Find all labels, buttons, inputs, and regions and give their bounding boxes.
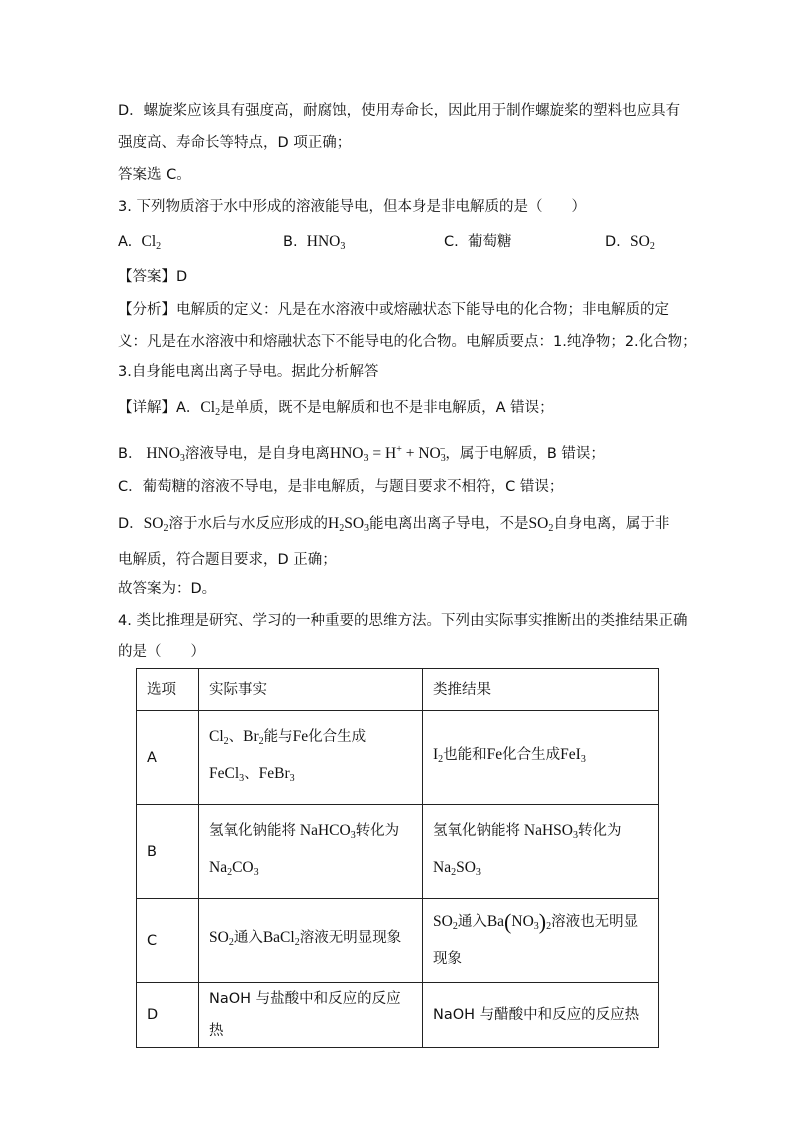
option-a: A. $Cl_2$ — [118, 233, 162, 252]
question-3-stem: 3. 下列物质溶于水中形成的溶液能导电，但本身是非电解质的是（ ） — [118, 199, 586, 215]
detail-a: 【详解】A．$Cl_2$是单质，既不是电解质和也不是非电解质，A 错误； — [118, 399, 554, 418]
row-fact: 氢氧化钠能将 NaHCO$_3$转化为 $Na_2CO_3$ — [199, 805, 423, 899]
row-fact: $SO_2$通入BaCl$_2$溶液无明显现象 — [199, 899, 423, 983]
table-row — [137, 711, 659, 805]
explanation-line: 强度高、寿命长等特点，D 项正确； — [118, 135, 352, 151]
detail-d-cont: 电解质，符合题目要求，D 正确； — [118, 552, 337, 568]
header-option: 选项 — [137, 669, 199, 711]
table-row — [137, 805, 659, 899]
header-fact: 实际事实 — [199, 669, 423, 711]
row-option: B — [137, 805, 199, 899]
detail-c: C．葡萄糖的溶液不导电，是非电解质，与题目要求不相符，C 错误； — [118, 479, 564, 495]
option-c: C. 葡萄糖 — [444, 234, 512, 250]
final-answer: 故答案为：D。 — [118, 581, 217, 597]
table-row — [137, 983, 659, 1048]
table-row — [137, 899, 659, 983]
row-result: $I_2$也能和Fe化合生成FeI$_3$ — [423, 711, 659, 805]
answer-label: 【答案】D — [118, 269, 188, 285]
row-option: C — [137, 899, 199, 983]
row-result: NaOH 与醋酸中和反应的反应热 — [423, 983, 659, 1048]
question-4-stem: 4. 类比推理是研究、学习的一种重要的思维方法。下列由实际事实推断出的类推结果正确 — [118, 613, 688, 629]
row-fact: NaOH 与盐酸中和反应的反应热 — [199, 983, 423, 1048]
question-4-stem: 的是（ ） — [118, 644, 205, 660]
row-fact: $Cl_2$、$Br_2$能与Fe化合生成 FeCl$_3$、FeBr$_3$ — [199, 711, 423, 805]
row-option: A — [137, 711, 199, 805]
header-result: 类推结果 — [423, 669, 659, 711]
analysis-line: 3.自身能电离出离子导电。据此分析解答 — [118, 364, 379, 380]
row-result: $SO_2$通入$Ba(NO_3)_2$溶液也无明显 现象 — [423, 899, 659, 983]
analysis-line: 【分析】电解质的定义：凡是在水溶液中或熔融状态下能导电的化合物；非电解质的定 — [118, 302, 669, 318]
previous-answer: 答案选 C。 — [118, 167, 191, 183]
option-b: B. $HNO_3$ — [283, 233, 346, 252]
detail-d: D．$SO_2$溶于水后与水反应形成的$H_2SO_3$能电离出离子导电，不是$SO_2$自身电离，属于非 — [118, 515, 670, 534]
analogy-table — [136, 668, 659, 1048]
row-option: D — [137, 983, 199, 1048]
analysis-line: 义：凡是在水溶液中和熔融状态下不能导电的化合物。电解质要点：1.纯净物；2.化合物； — [118, 334, 697, 350]
row-result: 氢氧化钠能将 NaHSO$_3$转化为 $Na_2SO_3$ — [423, 805, 659, 899]
table-header-row — [137, 669, 659, 711]
detail-b: B． $HNO_3$溶液导电，是自身电离$HNO_3 = H^+ + NO_3^-$，属于电解质，B 错误； — [118, 444, 605, 464]
explanation-line: D．螺旋桨应该具有强度高，耐腐蚀，使用寿命长，因此用于制作螺旋桨的塑料也应具有 — [118, 103, 681, 119]
option-d: D. $SO_2$ — [605, 233, 655, 252]
